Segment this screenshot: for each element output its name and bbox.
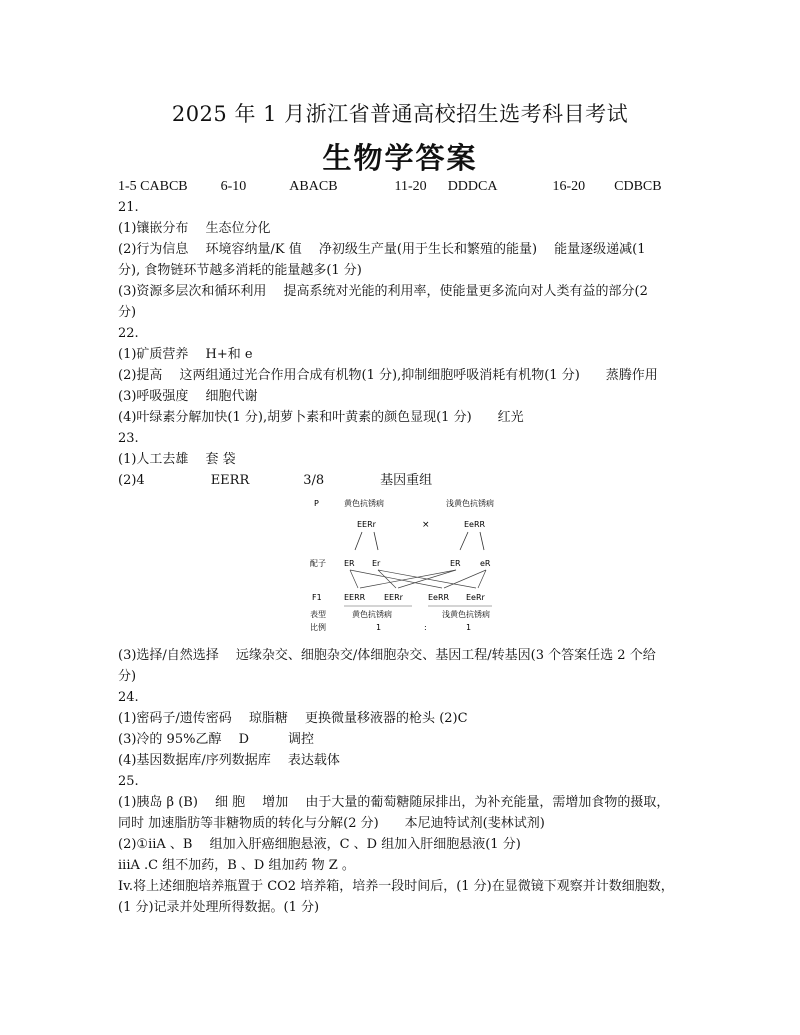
diagram-phenotype-label: 表型	[310, 610, 326, 619]
q24-part3: (3)冷的 95%乙醇 D 调控	[118, 732, 314, 747]
q25-part1-line2: 同时 加速脂肪等非糖物质的转化与分解(2 分) 本尼迪特试剂(斐林试剂)	[118, 816, 545, 831]
diagram-p-label: P	[314, 499, 319, 508]
diagram-phenotype-1: 黄色抗锈病	[352, 610, 392, 619]
diagram-phenotype-2: 浅黄色抗锈病	[442, 610, 490, 619]
q21-number: 21.	[118, 200, 139, 215]
q21-part2-line2: 分), 食物链环节越多消耗的能量越多(1 分)	[118, 263, 362, 278]
q25-part2-step3: iiiA .C 组不加药，B 、D 组加药 物 Z 。	[118, 858, 355, 873]
diagram-gamete-4: eR	[480, 559, 491, 568]
diagram-f1-offspring-1: EERR	[344, 593, 366, 602]
q23-part2	[118, 471, 432, 491]
diagram-ratio-1: 1	[376, 623, 382, 632]
q22-part2: (2)提高 这两组通过光合作用合成有机物(1 分),抑制细胞呼吸消耗有机物(1 分) 蒸腾作用	[118, 368, 658, 383]
mc-range-4: 16-20	[552, 179, 586, 194]
mc-group-1: 1-5 CABCB	[118, 179, 188, 194]
diagram-gamete-1: ER	[344, 559, 355, 568]
diagram-f1-offspring-4: EeRr	[466, 593, 485, 602]
diagram-parent-arrows	[355, 532, 484, 550]
exam-title: 2025 年 1 月浙江省普通高校招生选考科目考试	[171, 102, 629, 126]
diagram-gamete-3: ER	[450, 559, 461, 568]
diagram-cross-symbol: ×	[422, 520, 430, 530]
q23-part3-line2: 分)	[118, 669, 137, 684]
diagram-p1-phenotype: 黄色抗锈病	[344, 499, 384, 508]
q25-number: 25.	[118, 774, 139, 789]
genetic-cross-diagram	[300, 490, 520, 640]
diagram-ratio-2: 1	[466, 623, 472, 632]
q25-part1-line1: (1)胰岛 β (B) 细 胞 增加 由于大量的葡萄糖随尿排出，为补充能量，需增加食物的摄取，	[118, 795, 670, 810]
q24-part4: (4)基因数据库/序列数据库 表达载体	[118, 753, 340, 768]
multiple-choice-answers	[118, 177, 662, 197]
q21-part3-line1: (3)资源多层次和循环利用 提高系统对光能的利用率，使能量更多流向对人类有益的部分(2	[118, 284, 648, 299]
q23-part2-ratio: 3/8	[303, 473, 325, 488]
q24-part1-2: (1)密码子/遗传密码 琼脂糖 更换微量移液器的枪头 (2)C	[118, 711, 468, 726]
q21-part3-line2: 分)	[118, 305, 137, 320]
q23-part1: (1)人工去雄 套 袋	[118, 452, 236, 467]
diagram-f1-offspring-2: EERr	[384, 593, 403, 602]
q25-part2-step4-line2: (1 分)记录并处理所得数据。(1 分)	[118, 900, 320, 915]
diagram-gamete-2: Er	[372, 559, 381, 568]
diagram-combination-lines	[350, 570, 486, 588]
q21-part2-line1: (2)行为信息 环境容纳量/K 值 净初级生产量(用于生长和繁殖的能量) 能量逐级递减(1	[118, 242, 646, 257]
q24-number: 24.	[118, 690, 139, 705]
diagram-gamete-label: 配子	[310, 559, 326, 568]
q22-part4: (4)叶绿素分解加快(1 分),胡萝卜素和叶黄素的颜色显现(1 分) 红光	[118, 410, 524, 425]
mc-answers-3: DDDCA	[447, 179, 498, 194]
q22-number: 22.	[118, 326, 139, 341]
q23-part2-mechanism: 基因重组	[380, 473, 433, 488]
diagram-ratio-separator: :	[424, 623, 427, 632]
mc-answers-2: ABACB	[289, 179, 338, 194]
diagram-f1-label: F1	[312, 593, 322, 602]
diagram-p1-genotype: EERr	[357, 520, 376, 529]
diagram-ratio-label: 比例	[310, 623, 326, 632]
diagram-p2-phenotype: 浅黄色抗锈病	[446, 499, 494, 508]
q23-part2-count: (2)4	[118, 473, 145, 488]
q22-part1: (1)矿质营养 H+和 e	[118, 347, 253, 362]
mc-answers-4: CDBCB	[614, 179, 662, 194]
q23-part3-line1: (3)选择/自然选择 远缘杂交、细胞杂交/体细胞杂交、基因工程/转基因(3 个答案任选 2 个给	[118, 648, 656, 663]
q25-part2-step4-line1: Iv.将上述细胞培养瓶置于 CO2 培养箱，培养一段时间后，(1 分)在显微镜下观察并计数细胞数，	[118, 879, 674, 894]
q22-part3: (3)呼吸强度 细胞代谢	[118, 389, 258, 404]
q23-part2-genotype: EERR	[210, 473, 250, 488]
mc-range-3: 11-20	[394, 179, 427, 194]
diagram-p2-genotype: EeRR	[464, 520, 486, 529]
answer-title: 生物学答案	[322, 141, 478, 175]
mc-range-2: 6-10	[220, 179, 247, 194]
diagram-f1-offspring-3: EeRR	[428, 593, 450, 602]
q21-part1: (1)镶嵌分布 生态位分化	[118, 221, 271, 236]
q25-part2-step2: (2)①iiA 、B 组加入肝癌细胞悬液，C 、D 组加入肝细胞悬液(1 分)	[118, 837, 521, 852]
q23-number: 23.	[118, 431, 139, 446]
